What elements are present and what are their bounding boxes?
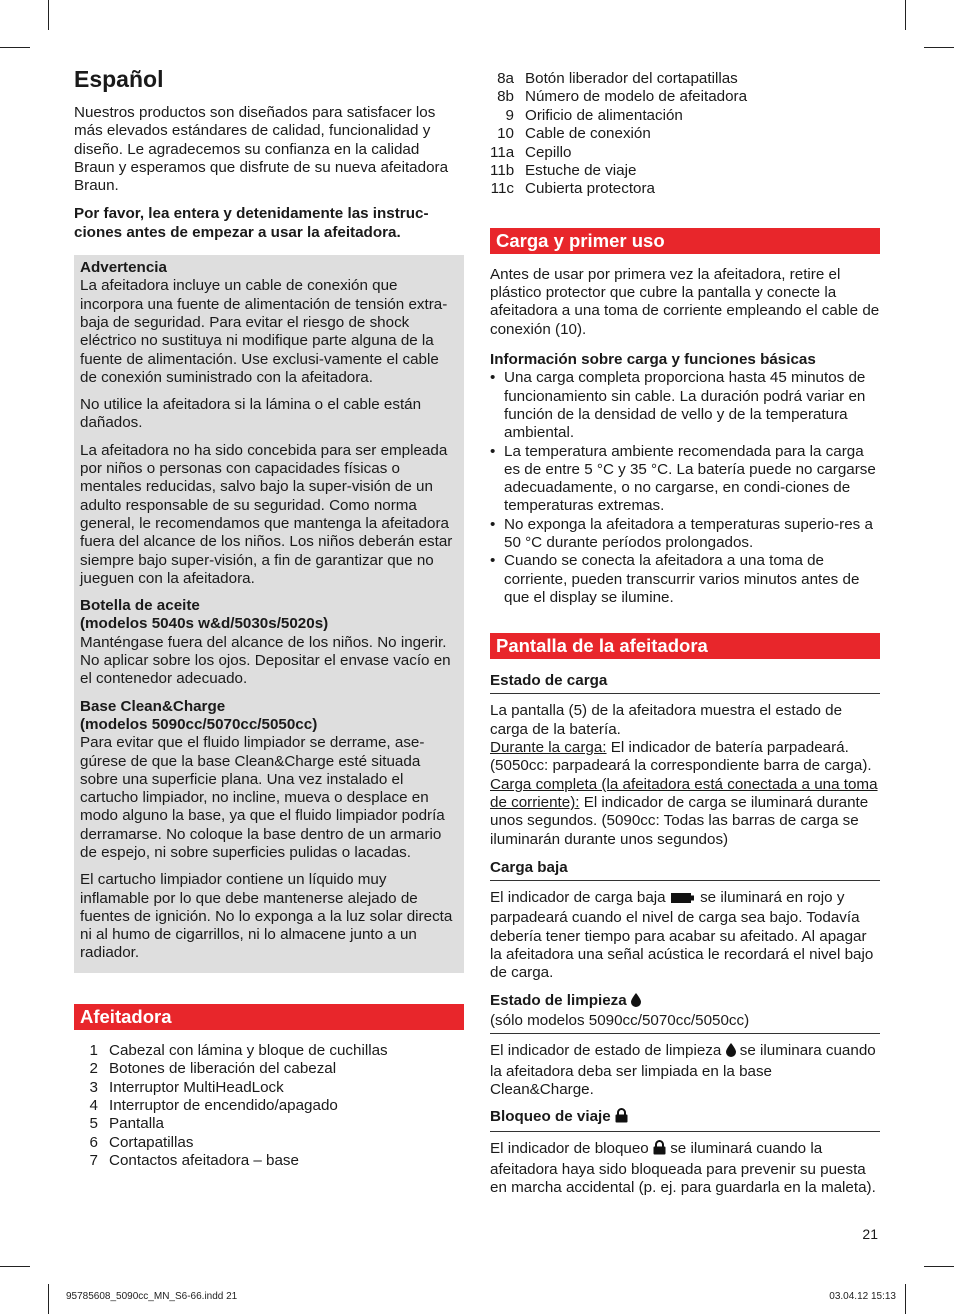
charge-intro: Antes de usar por primera vez la afeitadora, retire el plástico protector que cubre la pantalla y conecte la afeitadora a una toma de corriente empleando el cable de conexión (10). [490, 265, 880, 338]
list-item: 11b Estuche de viaje [490, 162, 637, 180]
list-item: 10 Cable de conexión [497, 125, 651, 143]
crop-mark [924, 1266, 954, 1267]
list-item: 8b Número de modelo de afeitadora [497, 88, 748, 106]
footer-date: 03.04.12 15:13 [829, 1291, 896, 1302]
section-header-charge: Carga y primer uso [490, 228, 880, 254]
travel-lock-text: El indicador de bloqueo se iluminará cuando la afeitadora haya sido bloqueada para prevenir su puesta en marcha accidental (p. ej. para guardarla en la maleta). [490, 1140, 876, 1197]
cartridge-text: El cartucho limpiador contiene un líquido muy inflamable por lo que debe mantenerse alejado de fuentes de ignición. No lo exponga a la luz solar directa ni al humo de cigarrillos, ni lo almacene junto a un radiador. [80, 871, 453, 962]
battery-icon [670, 891, 696, 909]
footer-file-name: 95785608_5090cc_MN_S6-66.indd 21 [66, 1291, 238, 1302]
travel-lock-heading: Bloqueo de viaje [490, 1108, 880, 1132]
list-item: 1 Cabezal con lámina y bloque de cuchillas [89, 1041, 388, 1059]
oil-models: (modelos 5040s w&d/5030s/5020s) [80, 615, 329, 633]
oil-text: Manténgase fuera del alcance de los niños. No ingerir. No aplicar sobre los ojos. Depositar el envase vacío en el contenedor adecuado. [80, 633, 451, 688]
list-item: 2 Botones de liberación del cabezal [89, 1060, 337, 1078]
left-column [74, 64, 464, 1171]
during-charge-paragraph: Durante la carga: El indicador de batería parpadeará. (5050cc: parpadeará la correspondiente barra de carga). [490, 739, 872, 775]
list-item: 9 Orificio de alimentación [505, 106, 683, 124]
clean-models: (sólo modelos 5090cc/5070cc/5050cc) [490, 1012, 880, 1034]
list-item: • Una carga completa proporciona hasta 45 minutos de funcionamiento sin cable. La duración podrá variar en función de la densidad de vello y de la temperatura ambiental. [490, 369, 866, 442]
charge-status-text: La pantalla (5) de la afeitadora muestra el estado de carga de la batería. [490, 702, 843, 738]
during-charge-label: Durante la carga: [490, 739, 607, 757]
list-item: 6 Cortapatillas [89, 1133, 194, 1151]
instruction-paragraph: Por favor, lea entera y detenidamente las instruc-ciones antes de empezar a usar la afeitadora. [74, 205, 429, 241]
list-item: 7 Contactos afeitadora – base [89, 1152, 299, 1170]
crop-mark [924, 47, 954, 48]
droplet-icon [726, 1043, 736, 1062]
intro-paragraph: Nuestros productos son diseñados para satisfacer los más elevados estándares de calidad, funcionalidad y diseño. Le agradecemos su confianza en la calidad Braun y esperamos que disfrute de su nueva afeitadora Braun. [74, 104, 449, 195]
list-item: 5 Pantalla [89, 1115, 164, 1133]
base-text: Para evitar que el fluido limpiador se derrame, ase-gúrese de que la base Clean&Charge esté situada sobre una superficie plana. Una vez instalado el cartucho limpiador, no incline, mueva o desplace en modo alguno la base, ya que el fluido limpiador podría derramarse. No coloque la base dentro de un armario de espejo, ni sobre superficies pulidas o lacadas. [80, 734, 445, 861]
clean-status-heading: Estado de limpieza [490, 992, 880, 1012]
charge-bullets [490, 369, 880, 607]
right-column [490, 70, 880, 1197]
droplet-icon [631, 993, 641, 1012]
lock-icon [615, 1108, 628, 1128]
full-charge-paragraph: Carga completa (la afeitadora está conectada a una toma de corriente): El indicador de carga se iluminará durante unos segundos. (5090cc: Todas las barras de carga se iluminarán durante unos segundos) [490, 775, 878, 848]
full-charge-label: Carga completa (la afeitadora está conectada a una toma de corriente): [490, 775, 878, 811]
page-title: Español [74, 66, 164, 92]
warning-paragraph: La afeitadora no ha sido concebida para ser empleada por niños o personas con capacidades físicas o mentales reducidas, salvo bajo la super-visión de un adulto responsable de su seguridad. Como norma general, le recomendamos que mantenga la afeitadora fuera del alcance de los niños. Los niños deberán estar siempre bajo super-visión, a fin de garantizar que no jueguen con la afeitadora. [80, 441, 453, 587]
oil-heading: Botella de aceite [80, 597, 200, 615]
base-models: (modelos 5090cc/5070cc/5050cc) [80, 715, 318, 733]
crop-mark [0, 1266, 30, 1267]
list-item: 11c Cubierta protectora [490, 180, 656, 198]
list-item: 3 Interruptor MultiHeadLock [89, 1078, 284, 1096]
list-item: 8a Botón liberador del cortapatillas [497, 70, 738, 87]
warning-paragraph: La afeitadora incluye un cable de conexión que incorpora una fuente de alimentación de tensión extra-baja de seguridad. Para evitar el riesgo de shock eléctrico no sustituya ni modifique parte alguna de la fuente de alimentación. Use exclusi-vamente el cable de conexión suministrado con la afeitadora. [80, 277, 448, 386]
warning-paragraph: No utilice la afeitadora si la lámina o el cable están dañados. [80, 396, 422, 432]
list-item: 4 Interruptor de encendido/apagado [89, 1096, 338, 1114]
section-header-display: Pantalla de la afeitadora [490, 633, 880, 659]
charge-status-heading: Estado de carga [490, 672, 880, 694]
crop-mark [48, 0, 49, 30]
list-item: 11a Cepillo [490, 143, 572, 161]
crop-mark [48, 1284, 49, 1314]
parts-list-left [74, 1042, 464, 1171]
clean-status-text: El indicador de estado de limpieza se iluminara cuando la afeitadora deba ser limpiada en la base Clean&Charge. [490, 1042, 876, 1098]
page-number: 21 [862, 1226, 878, 1242]
list-item: • No exponga la afeitadora a temperaturas superio-res a 50 °C durante períodos prolongados. [490, 515, 873, 551]
list-item: • La temperatura ambiente recomendada para la carga es de entre 5 °C y 35 °C. La batería puede no cargarse adecuadamente, o no cargarse, en condi-ciones de temperaturas extremas. [490, 442, 876, 515]
crop-mark [905, 1284, 906, 1314]
base-heading: Base Clean&Charge [80, 697, 226, 715]
charge-info-heading: Información sobre carga y funciones básicas [490, 351, 816, 369]
crop-mark [905, 0, 906, 30]
low-charge-heading: Carga baja [490, 859, 880, 881]
lock-icon [653, 1140, 666, 1160]
crop-mark [0, 47, 30, 48]
list-item: • Cuando se conecta la afeitadora a una toma de corriente, pueden transcurrir varios minutos antes de que el display se ilumine. [490, 552, 860, 606]
low-charge-text: El indicador de carga baja se iluminará en rojo y parpadeará cuando el nivel de carga sea bajo. Todavía debería tener tiempo para acabar su afeitado. Al apagar la afeitadora una señal acústica le recordará el nivel bajo de carga. [490, 889, 874, 982]
parts-list-right [490, 70, 880, 199]
section-header-shaver: Afeitadora [74, 1004, 464, 1030]
warning-heading: Advertencia [80, 259, 167, 277]
warning-box [74, 255, 464, 973]
